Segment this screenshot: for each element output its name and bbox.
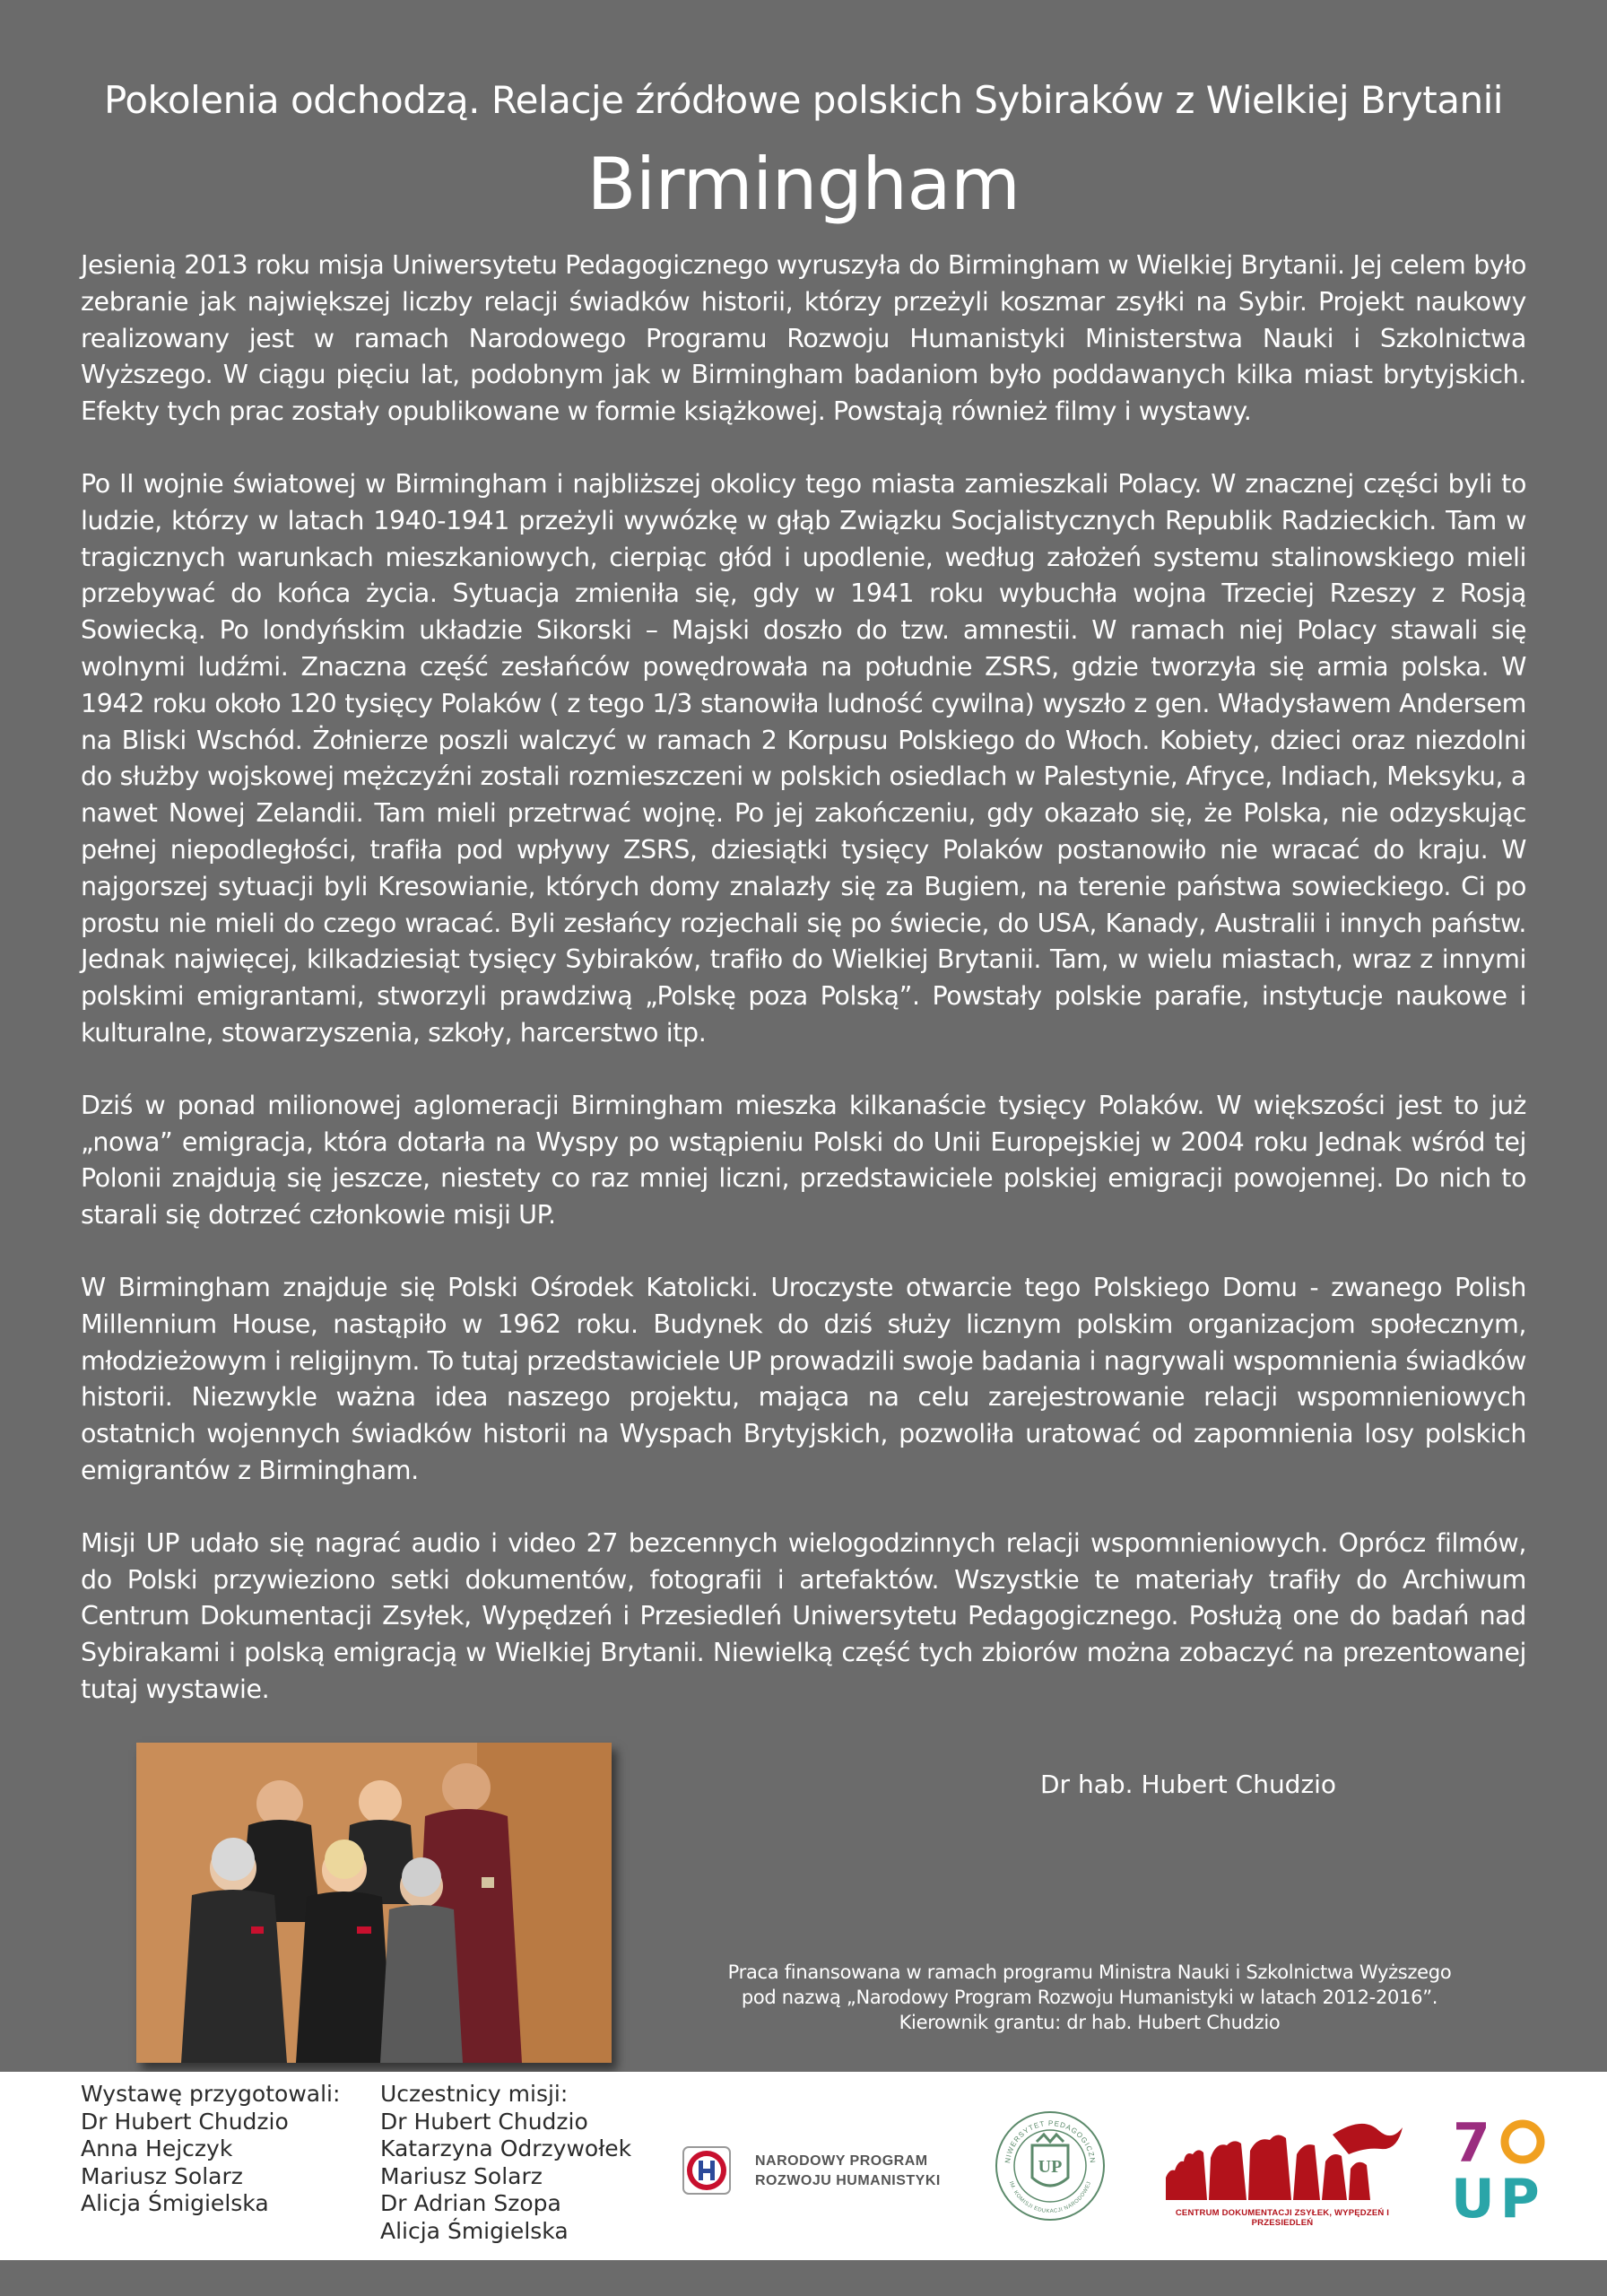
paragraph-3: Dziś w ponad milionowej aglomeracji Birmingham mieszka kilkanaście tysięcy Polaków. W większości jest to już „nowa” emigracja, która dotarła na Wyspy po wstąpieniu Polski do Unii Europejskiej w 2004 roku Jednak wśród tej Polonii znajdują się jeszcze, niestety co raz mniej liczni, przedstawiciele polskiej emigracji powojennej. Do nich to starali się dotrzeć członkowie misji UP. — [81, 1090, 1526, 1231]
participant-name: Alicja Śmigielska — [380, 2217, 569, 2244]
cdz-label: CENTRUM DOKUMENTACJI ZSYŁEK, WYPĘDZEŃ I PRZESIEDLEŃ — [1175, 2208, 1390, 2228]
nprh-logo — [682, 2145, 969, 2199]
paragraph-1: Jesienią 2013 roku misja Uniwersytetu Pedagogicznego wyruszyła do Birmingham w Wielkiej Brytanii. Jej celem było zebranie jak największej liczby relacji świadków historii, którzy przeżyli koszmar zsyłki na Sybir. Projekt naukowy realizowany jest w ramach Narodowego Programu Rozwoju Humanistyki Ministerstwa Nauki i Szkolnictwa Wyższego. W ciągu pięciu lat, podobnym jak w Birmingham badaniom było poddawanych kilka miast brytyjskich. Efekty tych prac zostały opublikowane w formie książkowej. Powstają również filmy i wystawy. — [81, 250, 1526, 427]
paragraph-5: Misji UP udało się nagrać audio i video 27 bezcennych wielogodzinnych relacji wspomnieniowych. Oprócz filmów, do Polski przywieziono setki dokumentów, fotografii i artefaktów. Wszystkie te materiały trafiły do Archiwum Centrum Dokumentacji Zsyłek, Wypędzeń i Przesiedleń Uniwersytetu Pedagogicznego. Posłużą one do badań nad Sybirakami i polską emigracją w Wielkiej Brytanii. Niewielką część tych zbiorów można zobaczyć na prezentowanej tutaj wystawie. — [81, 1527, 1526, 1704]
author-signature: Dr hab. Hubert Chudzio — [1040, 1770, 1337, 1799]
up-seal-top-text: NIWERSYTET PEDAGOGICZN — [1003, 2118, 1098, 2164]
group-photo — [136, 1743, 612, 2063]
prepared-name: Dr Hubert Chudzio — [81, 2108, 289, 2135]
up-seal-letters: UP — [1038, 2157, 1063, 2177]
bottom-bar — [0, 2260, 1607, 2296]
anniv-zero-ring — [1505, 2124, 1541, 2160]
anniv-digit-seven: 7 — [1453, 2117, 1490, 2175]
funding-line-2: pod nazwą „Narodowy Program Rozwoju Humanistyki w latach 2012-2016”. — [741, 1987, 1438, 2008]
participant-name: Dr Hubert Chudzio — [380, 2108, 588, 2135]
cdz-figures-icon — [1157, 2115, 1408, 2205]
prepared-heading: Wystawę przygotowali: — [81, 2081, 341, 2107]
participant-name: Katarzyna Odrzywołek — [380, 2135, 632, 2161]
funding-note — [646, 1960, 1533, 2035]
prepared-name: Alicja Śmigielska — [81, 2190, 269, 2216]
funding-line-1: Praca finansowana w ramach programu Ministra Nauki i Szkolnictwa Wyższego — [727, 1961, 1452, 1983]
funding-line-3: Kierownik grantu: dr hab. Hubert Chudzio — [899, 2012, 1281, 2033]
article-body — [81, 248, 1526, 1744]
participant-name: Dr Adrian Szopa — [380, 2190, 561, 2216]
prepared-by-list — [81, 2081, 340, 2218]
nprh-emblem-icon — [682, 2145, 732, 2196]
up-seal-logo — [992, 2108, 1108, 2224]
poster-title: Birmingham — [586, 143, 1021, 226]
participant-name: Mariusz Solarz — [380, 2162, 543, 2189]
up-70-anniversary-logo — [1447, 2117, 1564, 2224]
nprh-line-2: ROZWOJU HUMANISTYKI — [755, 2173, 941, 2188]
nprh-line-1: NARODOWY PROGRAM — [755, 2153, 928, 2169]
up-seal-bottom-text: IM. KOMISJI EDUKACJI NARODOWEJ — [1007, 2180, 1093, 2215]
prepared-name: Mariusz Solarz — [81, 2162, 243, 2189]
cdz-logo — [1157, 2115, 1408, 2231]
participants-heading: Uczestnicy misji: — [380, 2081, 569, 2107]
anniv-up-letters: UP — [1451, 2168, 1545, 2224]
poster-subtitle: Pokolenia odchodzą. Relacje źródłowe polskich Sybiraków z Wielkiej Brytanii — [104, 78, 1503, 122]
participants-list — [380, 2081, 631, 2245]
paragraph-4: W Birmingham znajduje się Polski Ośrodek Katolicki. Uroczyste otwarcie tego Polskiego Domu - zwanego Polish Millennium House, nastąpiło w 1962 roku. Budynek do dziś służy licznym polskim organizacjom społecznym, młodzieżowym i religijnym. To tutaj przedstawiciele UP prowadzili swoje badania i nagrywali wspomnienia świadków historii. Niezwykle ważna idea naszego projektu, mająca na celu zarejestrowanie relacji wspomnieniowych ostatnich wojennych świadków historii na Wyspach Brytyjskich, pozwoliła uratować od zapomnienia losy polskich emigrantów z Birmingham. — [81, 1272, 1526, 1485]
footer — [0, 2072, 1607, 2260]
prepared-name: Anna Hejczyk — [81, 2135, 233, 2161]
paragraph-2: Po II wojnie światowej w Birmingham i najbliższej okolicy tego miasta zamieszkali Polacy. W znacznej części byli to ludzie, którzy w latach 1940-1941 przeżyli wywózkę w głąb Związku Socjalistycznych Republik Radzieckich. Tam w tragicznych warunkach mieszkaniowych, cierpiąc głód i upodlenie, według założeń systemu stalinowskiego mieli przebywać do końca życia. Sytuacja zmieniła się, gdy w 1941 roku wybuchła wojna Trzeciej Rzeszy z Rosją Sowiecką. Po londyńskim układzie Sikorski – Majski doszło do tzw. amnestii. W ramach niej Polacy stawali się wolnymi ludźmi. Znaczna część zesłańców powędrowała na południe ZSRS, gdzie tworzyła się armia polska. W 1942 roku około 120 tysięcy Polaków ( z tego 1/3 stanowiła ludność cywilna) wyszło z gen. Władysławem Andersem na Bliski Wschód. Żołnierze poszli walczyć w ramach 2 Korpusu Polskiego do Włoch. Kobiety, dzieci oraz niezdolni do służby wojskowej mężczyźni zostali rozmieszczeni w polskich osiedlach w Palestynie, Afryce, Indiach, Meksyku, a nawet Nowej Zelandii. Tam mieli przetrwać wojnę. Po jej zakończeniu, gdy okazało się, że Polska, nie odzyskując pełnej niepodległości, trafiła pod wpływy ZSRS, dziesiątki tysięcy Polaków postanowiło nie wracać do kraju. W najgorszej sytuacji byli Kresowianie, których domy znalazły się za Bugiem, na terenie państwa sowieckiego. Ci po prostu nie mieli do czego wracać. Byli zesłańcy rozjechali się po świecie, do USA, Kanady, Australii i innych państw. Jednak najwięcej, kilkadziesiąt tysięcy Sybiraków, trafiło do Wielkiej Brytanii. Tam, w wielu miastach, wraz z innymi polskimi emigrantami, stworzyli prawdziwą „Polskę poza Polską”. Powstały polskie parafie, instytucje naukowe i kulturalne, stowarzyszenia, szkoły, harcerstwo itp. — [81, 468, 1526, 1048]
